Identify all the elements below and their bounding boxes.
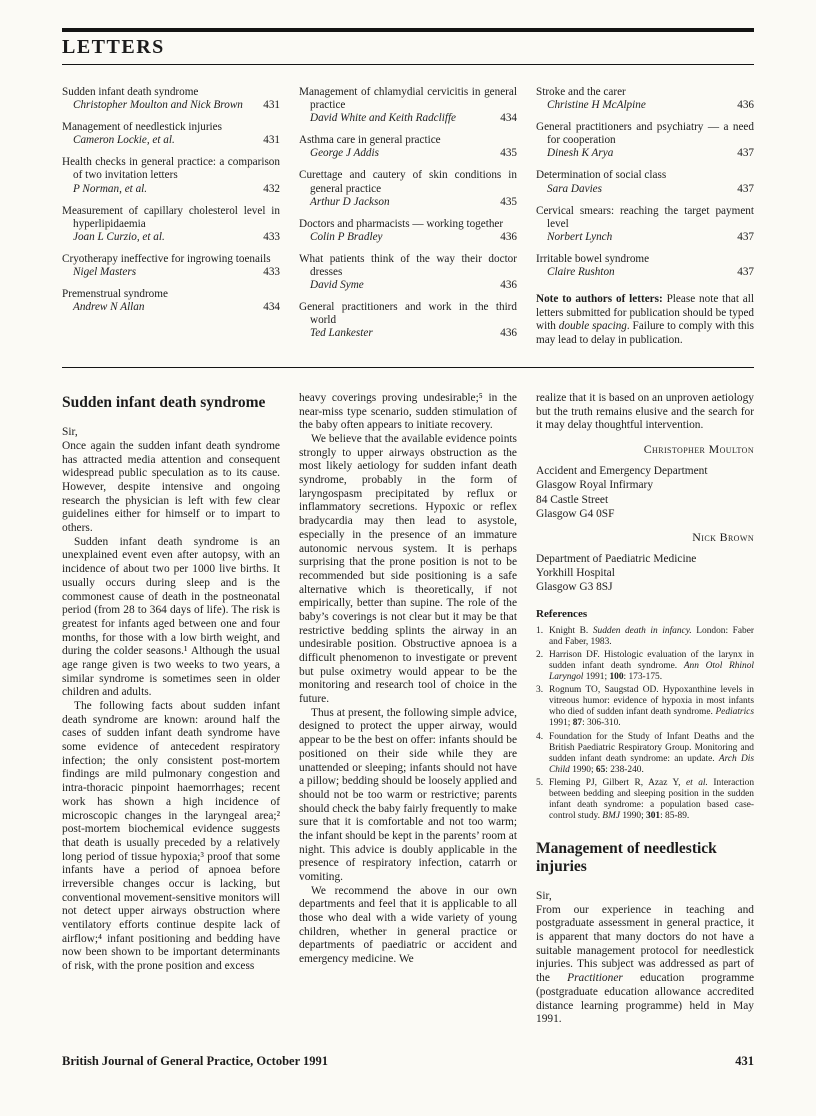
title-rule [62,64,754,65]
toc-entry-page: 437 [737,182,754,195]
toc-entry-authors: George J Addis [310,147,379,160]
toc-entry-byline [299,196,517,209]
toc-entry-title: Premenstrual syndrome [62,288,168,301]
toc-entry-title: Cervical smears: reaching the target payment level [536,204,754,230]
toc-entry [299,169,517,208]
toc-entry [536,169,754,195]
letter1-paragraph: realize that it is based on an unproven aetiology but the truth remains elusive and the search for it may delay thoughtful intervention. [536,391,754,432]
references-heading: References [536,607,588,620]
toc-bottom-rule [62,367,754,368]
toc-entry [536,253,754,279]
page-title: LETTERS [62,36,165,58]
toc-entry-byline [62,99,280,112]
toc-entry-title: Determination of social class [536,169,667,182]
toc-entry-page: 432 [263,182,280,195]
reference-text: Rognum TO, Saugstad OD. Hypoxanthine levels in vitreous humor: evidence of hypoxia in most infants who died of sudden infant death syndrome. Pediatrics 1991; 87: 306-310. [549,685,754,729]
reference-number: 3. [536,685,544,696]
toc-entry [299,218,517,244]
reference-item [536,626,754,648]
toc-entry-page: 436 [500,327,517,340]
toc-entry-byline [299,327,517,340]
toc-entry-byline [299,231,517,244]
letter1-address-2 [536,552,754,594]
letter2-title: Management of needlestick injuries [536,840,717,875]
toc-entry-byline [299,112,517,125]
toc-entry-title: Measurement of capillary cholesterol level in hyperlipidaemia [62,204,280,230]
reference-item [536,650,754,683]
letter1-paragraph: Thus at present, the following simple advice, designed to protect the upper airway, would appear to be the best on offer: infants should be positioned on their side while they are unattended or sleeping; infants should not have a pillow; bedding should be loosely applied and should not be too warm or restrictive; parents should check the baby fairly frequently to make sure that it is comfortable and not too warm; the infant should be kept in the parents’ room at night. This advice is doubly applicable in the presence of respiratory infection, catarrh or vomiting. [299,706,517,883]
toc-entry-page: 437 [737,230,754,243]
toc-entry-authors: Nigel Masters [73,266,137,279]
toc-entry-authors: Joan L Curzio, et al. [73,230,165,243]
toc-entry [62,205,280,244]
letter1-paragraph: Once again the sudden infant death syndrome has attracted media attention and consequent widespread public speculation as to its cause. However, despite intensive and ongoing research the physician is left with few clear guidelines either for himself or to impart to others. [62,439,280,535]
reference-text: Foundation for the Study of Infant Deaths and the British Paediatric Respiratory Group. Monitoring and sudden infant death syndrome: an update. Arch Dis Child 1990; 65: 238-240. [549,731,754,775]
toc-entry-page: 433 [263,230,280,243]
toc-entry-page: 434 [263,301,280,314]
toc-entry-page: 436 [500,230,517,243]
reference-number: 2. [536,649,544,660]
letter-column-1 [62,392,280,1027]
toc-entry-byline [62,266,280,279]
toc-entry-authors: Colin P Bradley [310,230,383,243]
toc-entry-title: General practitioners and psychiatry — a need for cooperation [536,121,754,147]
reference-text: Knight B. Sudden death in infancy. London: Faber and Faber, 1983. [549,625,755,647]
toc-entry-title: Management of chlamydial cervicitis in general practice [299,86,517,112]
toc-entry-authors: David Syme [310,279,364,292]
toc-entry [62,253,280,279]
toc-column-2 [299,86,517,359]
toc-entry-authors: Christopher Moulton and Nick Brown [73,99,243,112]
toc-entry-title: Asthma care in general practice [299,134,441,147]
references-section [536,608,754,823]
toc-entry-authors: Andrew N Allan [73,301,145,314]
toc-entry-page: 435 [500,195,517,208]
toc-entry-title: What patients think of the way their doctor dresses [299,252,517,279]
toc-entry-title: Irritable bowel syndrome [536,252,650,265]
toc-entry-page: 435 [500,147,517,160]
letter1-signature-2: Nick Brown [692,529,754,544]
toc-entry [62,288,280,314]
address-line: Department of Paediatric Medicine [536,553,697,566]
toc-entry-byline [62,231,280,244]
reference-item [536,778,754,822]
address-line: Glasgow G4 0SF [536,507,615,520]
toc-entry [299,253,517,292]
address-line: Accident and Emergency Department [536,465,708,478]
toc-entry-page: 434 [500,112,517,125]
toc-entry-byline [62,301,280,314]
toc-entry [62,121,280,147]
toc-entry-authors: Ted Lankester [310,327,373,340]
toc-entry [299,301,517,340]
toc-entry-authors: P Norman, et al. [73,182,148,195]
toc-entry-title: Cryotherapy ineffective for ingrowing toenails [62,252,271,265]
address-line: Glasgow Royal Infirmary [536,479,654,492]
toc-column-1 [62,86,280,359]
toc-entry-authors: Norbert Lynch [547,230,613,243]
reference-item [536,685,754,729]
toc-entry-title: Curettage and cautery of skin conditions in general practice [299,169,517,195]
toc-entry-authors: Dinesh K Arya [547,147,614,160]
toc-entry-byline [536,266,754,279]
toc-entry [62,86,280,112]
letter1-paragraph: The following facts about sudden infant death syndrome are known: around half the cases of sudden infant death syndrome have some evidence of antecedent respiratory infection; the only consistent post-mortem findings are mild pulmonary congestion and intra-thoracic pinpoint haemorrhages; recent work has shown a high incidence of microscopic changes in the laryngeal area;² post-mortem biochemical evidence suggests that death is usually preceded by a relatively long period of tissue hypoxia;³ proof that some infants have a period of apnoea before irreversible changes occur is lacking, but conventional movement-sensitive monitors will not detect upper airways obstruction where ventilatory efforts continue despite lack of airflow;⁴ infant positioning and bedding have now been shown to be important determinants of risk, with the prone position and excess [62,700,280,973]
toc-entry-title: Sudden infant death syndrome [62,86,199,98]
letter1-address-1 [536,464,754,521]
letter1-paragraph: heavy coverings proving undesirable;⁵ in the near-miss type scenario, sudden stimulation of the baby often appears to initiate recovery. [299,391,517,432]
toc-entry-byline [536,183,754,196]
authors-note: Note to authors of letters: Please note that all letters submitted for publication should be typed with double spacing. Failure to comply with this may lead to delay in publication. [536,293,754,347]
toc-entry [536,205,754,244]
letter1-title: Sudden infant death syndrome [62,393,266,411]
toc-entry-byline [62,183,280,196]
toc-entry-byline [299,279,517,292]
toc-entry [299,86,517,125]
toc-entry-page: 436 [500,279,517,292]
toc-entry-page: 437 [737,147,754,160]
toc-entry-authors: Cameron Lockie, et al. [73,134,175,147]
toc-entry [62,156,280,195]
toc-entry-authors: Arthur D Jackson [310,195,390,208]
reference-text: Fleming PJ, Gilbert R, Azaz Y, et al. Interaction between bedding and sleeping position in the sudden infant death syndrome: a population based case-control study. BMJ 1990; 301: 85-89. [549,777,755,822]
letter2-salutation: Sir, [536,890,552,903]
toc-entry-byline [536,147,754,160]
toc-entry-authors: Sara Davies [547,182,602,195]
toc-entry-title: Management of needlestick injuries [62,121,222,134]
reference-number: 5. [536,777,544,788]
toc-entry-authors: Claire Rushton [547,266,615,279]
toc-entry [536,121,754,160]
letter1-paragraph: Sudden infant death syndrome is an unexplained event even after autopsy, with an incidence of about two per 1000 live births. It usually occurs during sleep and is the commonest cause of death in the postneonatal period (from 28 to 364 days of life). The risk is greatest for infants aged between one and four months, for those with a low birth weight, and during the colder seasons.¹ Although the usual age range given is two weeks to two years, a similar syndrome is sometimes seen in older children and adults. [62,535,280,699]
toc-entry-authors: Christine H McAlpine [547,99,646,112]
address-line: Glasgow G3 8SJ [536,581,613,594]
top-rule [62,28,754,32]
toc-entry-page: 437 [737,266,754,279]
toc-entry [536,86,754,112]
letter1-paragraph: We believe that the available evidence points strongly to upper airways obstruction as the most likely aetiology for sudden infant death syndrome, probably in the form of laryngospasm precipitated by reflux or inflammatory secretions. Hypoxic or reflex bradycardia may then lead to asystole, especially in the presence of an immature autonomic nervous system. It is perhaps surprising that the prone position is not to be recommended but side positioning is a safe alternative which is theoretically, if not empirically, better than supine. The role of the baby’s coverings is not clear but it may be that restrictive bedding splints the airway in an undesirable position. Obstructive apnoea is a difficult phenomenon to investigate or prevent but pulse oximetry would appear to be the monitoring and research tool of choice in the future. [299,433,517,706]
letter2-paragraph: From our experience in teaching and postgraduate assessment in general practice, it is apparent that many doctors do not have a suitable management protocol for needlestick injuries. This subject was addressed as part of the Practitioner education programme (postgraduate education allowance accredited distance learning programme) held in May 1991. [536,903,754,1026]
letter1-paragraph: We recommend the above in our own departments and feel that it is applicable to all those who deal with a wide variety of young children, whether in general practice or departments of paediatric or accident and emergency medicine. We [299,884,517,966]
toc-entry-page: 431 [263,99,280,112]
page-footer [62,1054,754,1069]
toc-entry [299,134,517,160]
toc-entry-authors: David White and Keith Radcliffe [310,112,457,125]
toc-entry-byline [536,231,754,244]
toc-entry-page: 433 [263,266,280,279]
toc-entry-page: 436 [737,99,754,112]
toc-entry-title: General practitioners and work in the third world [299,301,517,327]
toc-entry-byline [62,134,280,147]
toc-entry-byline [536,99,754,112]
letter-column-2 [299,392,517,1027]
reference-item [536,732,754,776]
toc-entry-title: Doctors and pharmacists — working together [299,217,504,230]
toc-column-3 [536,86,754,359]
toc-entry-byline [299,147,517,160]
reference-number: 4. [536,731,544,742]
footer-page-number: 431 [735,1054,754,1068]
toc-entry-page: 431 [263,134,280,147]
address-line: 84 Castle Street [536,493,609,506]
table-of-contents [62,86,754,359]
reference-number: 1. [536,625,544,636]
toc-entry-title: Stroke and the carer [536,86,626,98]
footer-journal-name: British Journal of General Practice, October 1991 [62,1054,329,1068]
address-line: Yorkhill Hospital [536,567,615,580]
letter-column-3 [536,392,754,1027]
letter1-signature-1: Christopher Moulton [643,442,754,456]
letters-body [62,392,754,1027]
reference-text: Harrison DF. Histologic evaluation of the larynx in sudden infant death syndrome. Ann Otol Rhinol Laryngol 1991; 100: 173-175. [549,649,754,683]
letter1-salutation: Sir, [62,426,78,439]
toc-entry-title: Health checks in general practice: a comparison of two invitation letters [62,156,280,182]
